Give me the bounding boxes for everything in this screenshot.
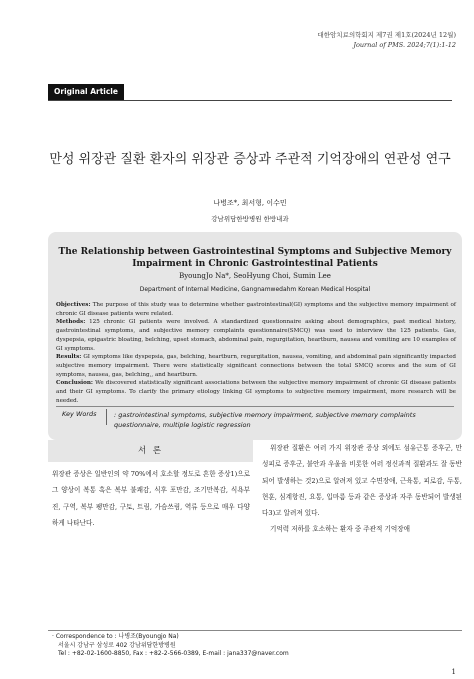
abstract-text <box>56 301 456 405</box>
journal-citation: Journal of PMS. 2024;7(1):1-12 <box>353 41 456 49</box>
body-right-paragraph-1: 위장관 질환은 여러 가지 위장관 증상 외에도 섬유근통 증후군, 만성피로 증후군, 불안과 우울을 비롯한 여러 정신과적 질환과도 잘 동반되어 발생하는 것2)으로 알려져 있고 수면장애, 근육통, 피로감, 두통, 현훈, 심계항진, 요통, 입마름 등과 같은 증상과 자주 동반되어 발생된다3)고 알려져 있다. <box>262 444 462 518</box>
abstract-methods <box>56 318 456 353</box>
keywords-divider <box>106 409 107 425</box>
section-heading: 서 론 <box>48 440 253 462</box>
results-text: GI symptoms like dyspepsia, gas, belching, heartburn, regurgitation, nausea, vomiting, and abdominal pain significantly impacted subjective memory impairment. There were statistically significant connections between the total SMCQ scores and the sum of GI symptoms, nausea, gas, belching,, and heartburn. <box>56 354 456 378</box>
correspondence-contact: Tel : +82-02-1600-8850, Fax : +82-2-566-0389, E-mail : jana337@naver.com <box>58 650 289 657</box>
page-number: 1 <box>451 668 456 676</box>
body-right-paragraph-2: 기억력 저하를 호소하는 환자 중 주관적 기억장애 <box>270 525 410 534</box>
objectives-label: Objectives: <box>56 302 91 308</box>
english-affiliation: Department of Internal Medicine, Gangnamwedahm Korean Medical Hospital <box>139 286 371 293</box>
objectives-text: The purpose of this study was to determine whether gastrointestinal(GI) symptoms and the subjective memory impairment of chronic GI disease patients were related. <box>56 302 456 317</box>
conclusion-label: Conclusion: <box>56 380 93 387</box>
abstract-results <box>56 353 456 379</box>
conclusion-text: We discovered statistically significant associations between the subjective memory impairment of chronic GI disease patients and their GI symptoms. To clarify the primary etiology linking GI symptoms to subjective memory impairment, more research will be needed. <box>56 380 456 404</box>
keywords-top-rule <box>56 406 454 407</box>
keywords-text: : gastrointestinal symptoms, subjective memory impairment, subjective memory complaints questionnaire, multiple logistic regression <box>114 411 416 429</box>
korean-affiliation: 강남위담한방병원 한방내과 <box>211 215 289 223</box>
abstract-objectives <box>56 301 456 318</box>
body-right-column <box>262 440 462 538</box>
body-left-column: 위장관 증상은 일반인의 약 70%에서 호소할 정도로 흔한 증상1)으로 그 양상이 복통 혹은 복부 불쾌감, 식후 포만감, 조기만복감, 식욕부진, 구역, 복부 팽만감, 구토, 트림, 가슴쓰림, 역류 등으로 매우 다양하게 나타난다. <box>52 470 250 527</box>
journal-header <box>317 30 456 50</box>
keywords-label: Key Words <box>62 410 97 418</box>
korean-authors: 나병조*, 최서형, 이수민 <box>213 199 287 207</box>
english-authors: ByoungJo Na*, SeoHyung Choi, Sumin Lee <box>179 272 331 280</box>
correspondence-rule <box>48 630 462 631</box>
methods-label: Methods: <box>56 319 86 326</box>
english-title: The Relationship between Gastrointestinal Symptoms and Subjective Memory Impairment in Chronic Gastrointestinal Patients <box>58 247 452 269</box>
results-label: Results: <box>56 354 82 361</box>
correspondence-name: · Correspondence to : 나병조(Byoungjo Na) <box>52 633 179 640</box>
header-rule <box>48 100 452 101</box>
abstract-conclusion <box>56 379 456 405</box>
methods-text: 125 chronic GI patients were involved. A standardized questionnaire asking about demographics, past medical history, gastrointestinal symptoms, and subjective memory complaints questionnaire(SMCQ) was used to interview the 125 patients. Gas, dyspepsia, epigastric bloating, belching, upset stomach, abdominal pain, regurgitation, heartburn, nausea and vomiting are 10 examples of GI symptoms. <box>56 319 456 352</box>
korean-title: 만성 위장관 질환 환자의 위장관 증상과 주관적 기억장애의 연관성 연구 <box>49 152 451 167</box>
correspondence <box>52 633 289 659</box>
correspondence-address: 서울시 강남구 삼성로 402 강남위담한방병원 <box>58 641 176 649</box>
article-type-badge: Original Article <box>48 84 124 100</box>
journal-name-kr: 대한암치료의학회지 제7권 제1호(2024년 12월) <box>317 31 456 39</box>
